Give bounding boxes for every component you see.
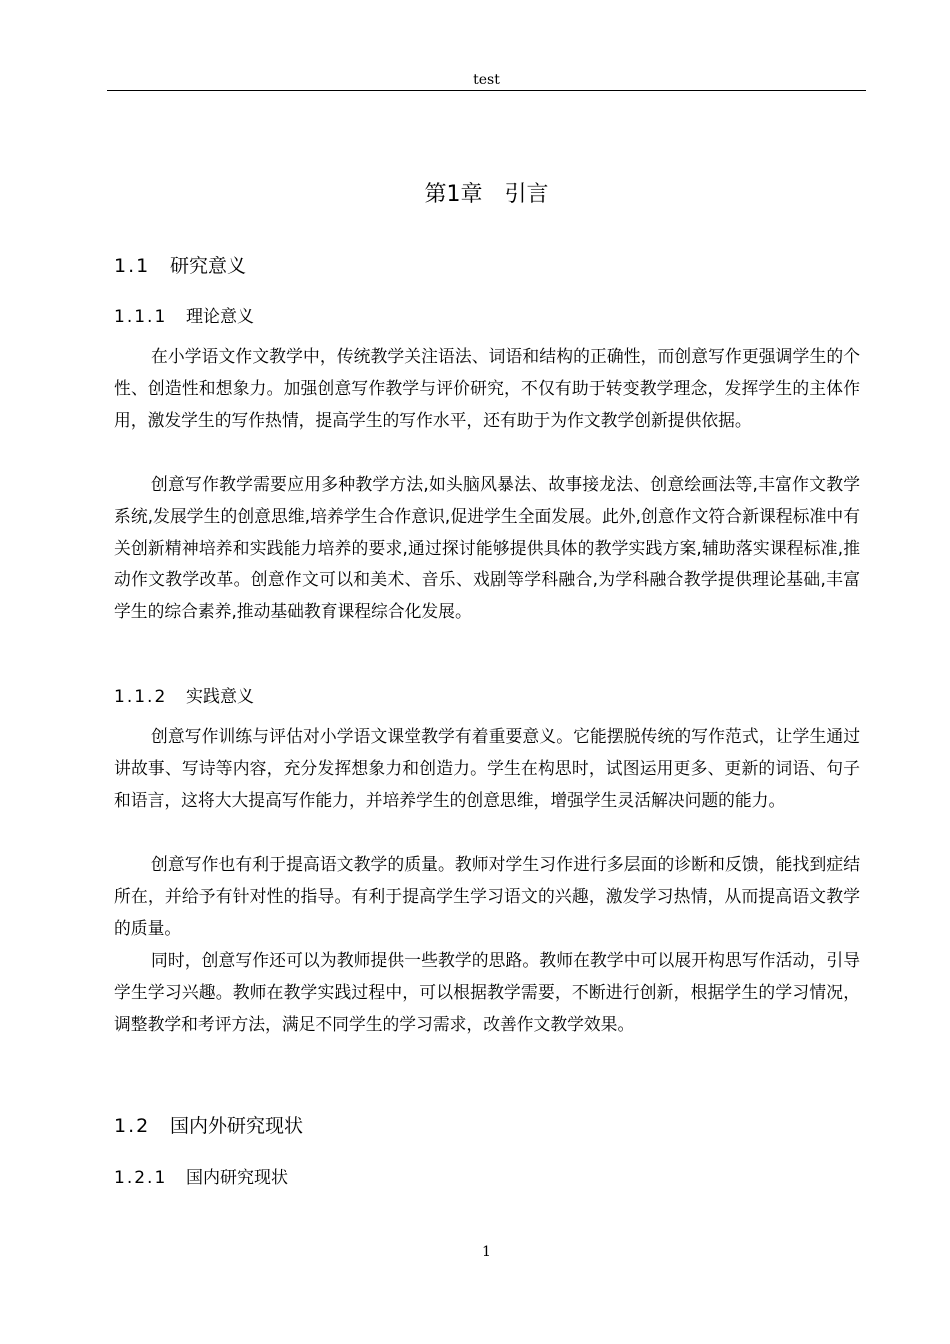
subsection-title: 国内研究现状 <box>186 1168 288 1188</box>
chapter-title <box>107 178 866 212</box>
paragraph-theory-2: 创意写作教学需要应用多种教学方法,如头脑风暴法、故事接龙法、创意绘画法等,丰富作文教学系统,发展学生的创意思维,培养学生合作意识,促进学生全面发展。此外,创意作文符合新课程标准中有关创新精神培养和实践能力培养的要求,通过探讨能够提供具体的教学实践方案,辅助落实课程标准,推动作文教学改革。创意作文可以和美术、音乐、戏剧等学科融合,为学科融合教学提供理论基础,丰富学生的综合素养,推动基础教育课程综合化发展。 <box>114 474 860 622</box>
header-divider <box>107 90 866 91</box>
paragraph-theory-1: 在小学语文作文教学中，传统教学关注语法、词语和结构的正确性，而创意写作更强调学生的个性、创造性和想象力。加强创意写作教学与评价研究，不仅有助于转变教学理念，发挥学生的主体作用，激发学生的写作热情，提高学生的写作水平，还有助于为作文教学创新提供依据。 <box>114 346 860 430</box>
subsection-heading-1-1-1 <box>114 303 254 331</box>
section-number: 1.1 <box>114 255 151 277</box>
paragraph-practice-1: 创意写作训练与评估对小学语文课堂教学有着重要意义。它能摆脱传统的写作范式，让学生通过讲故事、写诗等内容，充分发挥想象力和创造力。学生在构思时，试图运用更多、更新的词语、句子和语言，这将大大提高写作能力，并培养学生的创意思维，增强学生灵活解决问题的能力。 <box>114 726 860 810</box>
section-title: 研究意义 <box>170 255 247 277</box>
subsection-heading-1-1-2 <box>114 683 254 711</box>
subsection-number: 1.1.2 <box>114 687 168 707</box>
subsection-title: 理论意义 <box>186 307 254 327</box>
page-number: 1 <box>482 1244 491 1260</box>
paragraph-practice-2: 创意写作也有利于提高语文教学的质量。教师对学生习作进行多层面的诊断和反馈，能找到症结所在，并给予有针对性的指导。有利于提高学生学习语文的兴趣，激发学习热情，从而提高语文教学的质量。 <box>114 854 860 938</box>
running-header: test <box>473 72 500 88</box>
section-title: 国内外研究现状 <box>170 1115 304 1137</box>
subsection-title: 实践意义 <box>186 687 254 707</box>
paragraph-practice-3: 同时，创意写作还可以为教师提供一些教学的思路。教师在教学中可以展开构思写作活动，引导学生学习兴趣。教师在教学实践过程中，可以根据教学需要，不断进行创新，根据学生的学习情况，调整教学和考评方法，满足不同学生的学习需求，改善作文教学效果。 <box>114 950 860 1034</box>
section-heading-1-2 <box>114 1111 303 1141</box>
subsection-heading-1-2-1 <box>114 1164 288 1192</box>
subsection-number: 1.1.1 <box>114 307 168 327</box>
chapter-number: 第1章 <box>424 182 483 207</box>
subsection-number: 1.2.1 <box>114 1168 168 1188</box>
section-heading-1-1 <box>114 251 246 281</box>
chapter-name: 引言 <box>504 182 549 207</box>
section-number: 1.2 <box>114 1115 151 1137</box>
